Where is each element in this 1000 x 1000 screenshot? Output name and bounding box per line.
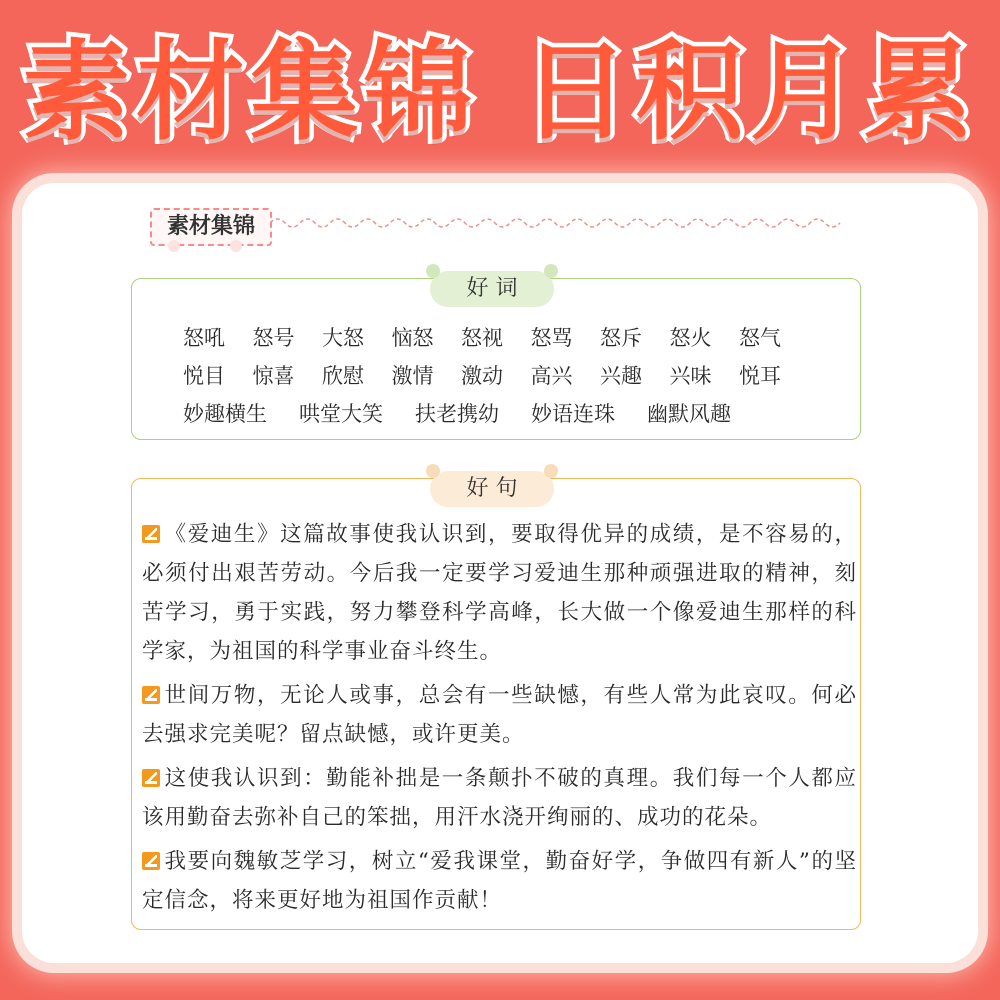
- word: 扶老携幼: [415, 402, 499, 426]
- label-ear-decoration: [426, 464, 440, 478]
- word: 妙语连珠: [531, 402, 615, 426]
- sentence-text: 世间万物，无论人或事，总会有一些缺憾，有些人常为此哀叹。何必去强求完美呢？留点缺憾，或许更美。: [142, 683, 857, 747]
- word: 妙趣横生: [183, 402, 267, 426]
- banner-title: 素材集锦 日积月累: [22, 30, 978, 155]
- word: 兴趣: [600, 364, 642, 388]
- word: 怒视: [461, 326, 503, 350]
- word: 惊喜: [252, 364, 295, 388]
- sentence-text: 这使我认识到：勤能补拙是一条颠扑不破的真理。我们每一个人都应该用勤奋去弥补自己的笨拙，用汗水浇开绚丽的、成功的花朵。: [142, 766, 857, 830]
- sentence-item: [142, 676, 857, 754]
- word: 怒骂: [530, 326, 573, 350]
- word: 怒火: [669, 326, 712, 350]
- good-words-label: [430, 271, 554, 307]
- word: 激情: [391, 364, 434, 388]
- word: 恼怒: [391, 326, 434, 350]
- word: 怒斥: [600, 326, 642, 350]
- word: 哄堂大笑: [299, 402, 383, 426]
- word: 大怒: [322, 326, 364, 350]
- sentence-item: [142, 842, 857, 920]
- word: 悦目: [183, 364, 225, 388]
- word-row-1: [183, 322, 789, 352]
- word: 欣慰: [322, 364, 364, 388]
- label-ear-decoration: [544, 464, 558, 478]
- tag-decoration-dot: [230, 240, 242, 252]
- wavy-divider: [270, 214, 850, 232]
- sentence-item: [142, 759, 857, 837]
- label-ear-decoration: [426, 264, 440, 278]
- pen-bullet-icon: [142, 769, 160, 787]
- good-words-label-text: 好 词: [466, 276, 518, 301]
- section-tag: 素材集锦: [150, 208, 272, 246]
- word: 怒气: [739, 326, 781, 350]
- word: 悦耳: [739, 364, 781, 388]
- word: 怒号: [252, 326, 295, 350]
- pen-bullet-icon: [142, 525, 160, 543]
- pen-bullet-icon: [142, 686, 160, 704]
- sentence-text: 我要向魏敏芝学习，树立“爱我课堂，勤奋好学，争做四有新人”的坚定信念，将来更好地为祖国作贡献！: [142, 849, 857, 913]
- sentence-text: 《爱迪生》这篇故事使我认识到，要取得优异的成绩，是不容易的，必须付出艰苦劳动。今后我一定要学习爱迪生那种顽强进取的精神，刻苦学习，勇于实践，努力攀登科学高峰，长大做一个像爱迪生那样的科学家，为祖国的科学事业奋斗终生。: [142, 522, 857, 664]
- tag-decoration-dot: [168, 240, 180, 252]
- word-row-2: [183, 360, 789, 390]
- good-sentences-label: [430, 471, 554, 507]
- good-sentences-label-text: 好 句: [466, 476, 518, 501]
- word-row-3: [183, 398, 747, 428]
- word: 激动: [461, 364, 503, 388]
- label-ear-decoration: [544, 264, 558, 278]
- sentence-item: [142, 515, 857, 671]
- word: 高兴: [530, 364, 573, 388]
- word: 幽默风趣: [647, 402, 731, 426]
- word: 怒吼: [183, 326, 225, 350]
- pen-bullet-icon: [142, 852, 160, 870]
- word: 兴味: [669, 364, 712, 388]
